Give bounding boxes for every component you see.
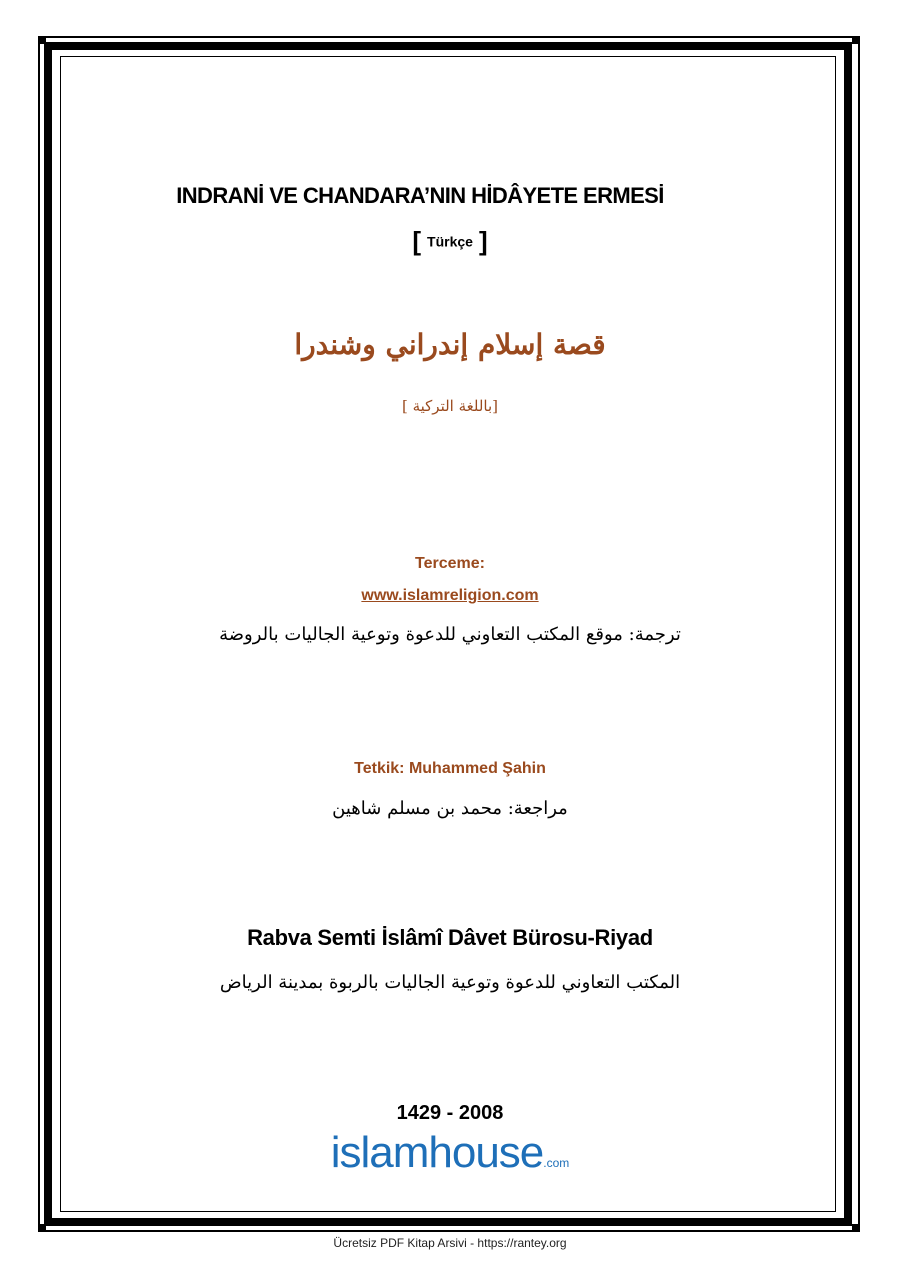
organization-name: Rabva Semti İslâmî Dâvet Bürosu-Riyad [247,925,653,950]
islamhouse-logo [0,1128,900,1178]
frame-corner-bottom-right [852,1224,860,1232]
bracket-open: [ [412,226,422,256]
frame-corner-top-right [852,36,860,44]
language-tag [0,226,900,257]
footer-note: Ücretsiz PDF Kitap Arsivi - https://rantey.org [333,1236,567,1250]
arabic-organization-name: المكتب التعاوني للدعوة وتوعية الجاليات بالربوة بمدينة الرياض [219,972,681,993]
arabic-review-credit: مراجعة: محمد بن مسلم شاهين [332,798,568,819]
arabic-translation-credit: ترجمة: موقع المكتب التعاوني للدعوة وتوعية الجاليات بالروضة [219,624,681,645]
translation-site-link[interactable]: www.islamreligion.com [361,587,539,604]
arabic-title: قصة إسلام إندراني وشندرا [294,328,606,361]
frame-corner-bottom-left [38,1224,46,1232]
language-tag-text: Türkçe [427,233,473,250]
frame-corner-top-left [38,36,46,44]
arabic-language-tag: [باللغة التركية ] [401,397,499,415]
logo-main-text: islamhouse [330,1128,544,1177]
document-title: INDRANİ VE CHANDARA’NIN HİDÂYETE ERMESİ [176,183,664,208]
publication-year: 1429 - 2008 [396,1102,504,1124]
translation-label: Terceme: [415,555,485,572]
logo-suffix: .com [543,1156,570,1170]
review-label: Tetkik: Muhammed Şahin [354,760,546,777]
bracket-close: ] [478,226,488,256]
